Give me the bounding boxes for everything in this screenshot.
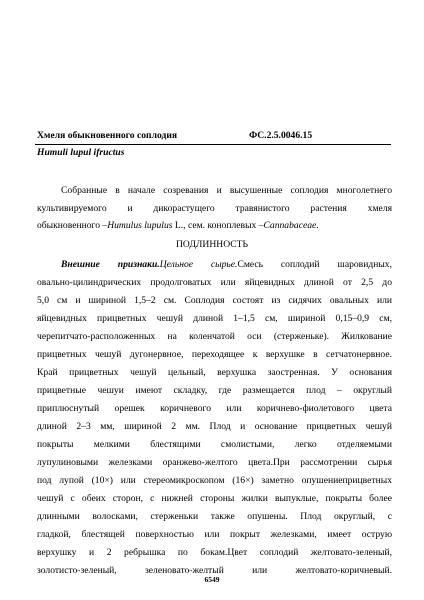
external-label: Внешние признаки. xyxy=(61,259,160,270)
external-line: прицветные чешуи имеют складку, где размещается плод – округлый xyxy=(37,385,392,396)
header-divider xyxy=(35,144,391,145)
monograph-header xyxy=(37,129,392,142)
external-line: чешуй с обеих сторон, с нижней стороны жилки выпуклые, покрыты более xyxy=(37,493,392,504)
external-line: прицветных чешуй дугонервное, переходящее к верхушке в сетчатонервное. xyxy=(37,349,392,360)
external-line: яйцевидных прицветных чешуй длиной 1–1,5 см, шириной 0,15–0,9 см, xyxy=(37,313,392,324)
external-line: приплюснутый орешек коричневого или коричнево-фиолетового цвета xyxy=(37,403,392,414)
external-line: длинными волосками, стерженьки также опушены. Плод округлый, с xyxy=(37,511,392,522)
species-name: Humulus lupulus xyxy=(107,220,173,231)
monograph-title: Хмеля обыкновенного соплодия xyxy=(37,130,178,141)
external-line: покрыты мелкими блестящими смолистыми, легко отделяемыми xyxy=(37,439,392,450)
external-line: черепитчато-расположенных на коленчатой оси (стерженьке). Жилкование xyxy=(37,331,392,342)
intro-line-3 xyxy=(37,219,392,233)
external-line: 5,0 см и шириной 1,5–2 см. Соплодия состоят из сидячих овальных или xyxy=(37,295,392,306)
latin-name: Humuli lupul ifructus xyxy=(37,147,125,158)
external-line: гладкой, блестящей поверхностью или покрыт железками, имеет острую xyxy=(37,529,392,540)
external-line: овально-цилиндрических продолговатых или яйцевидных длиной от 2,5 до xyxy=(37,277,392,288)
external-sublabel: Цельное сырье. xyxy=(159,259,238,270)
intro-line-3-pre: обыкновенного – xyxy=(37,220,108,231)
page-number: 6549 xyxy=(204,575,220,584)
section-heading: ПОДЛИННОСТЬ xyxy=(175,239,249,250)
external-line: под лупой (10×) или стереомикроскопом (16×) заметно опушениеприцветных xyxy=(37,475,392,486)
monograph-code: ФС.2.5.0046.15 xyxy=(249,130,313,141)
intro-line-3-mid: L., сем. коноплевых – xyxy=(172,220,264,231)
external-line: верхушку и 2 ребрышка по бокам.Цвет соплодий желтовато-зеленый, xyxy=(37,547,392,558)
intro-line-3-end: . xyxy=(316,220,319,231)
external-line: Край прицветных чешуй цельный, верхушка заостренная. У основания xyxy=(37,367,392,378)
family-name: Cannabaceae xyxy=(263,220,317,231)
external-line: длиной 2–3 мм, шириной 2 мм. Плод и основание прицветных чешуй xyxy=(37,421,392,432)
external-line-1 xyxy=(37,258,392,272)
external-line: золотисто-зеленый, зеленовато-желтый или желтовато-коричневый. xyxy=(37,565,392,576)
intro-line-1: Собранные в начале созревания и высушенные соплодия многолетнего xyxy=(61,185,392,196)
external-line: лупулиновыми железками оранжево-желтого цвета.При рассмотрении сырья xyxy=(37,457,392,468)
external-line-1-text: Смесь соплодий шаровидных, xyxy=(237,259,392,270)
intro-line-2: культивируемого и дикорастущего травянистого растения хмеля xyxy=(37,203,392,214)
